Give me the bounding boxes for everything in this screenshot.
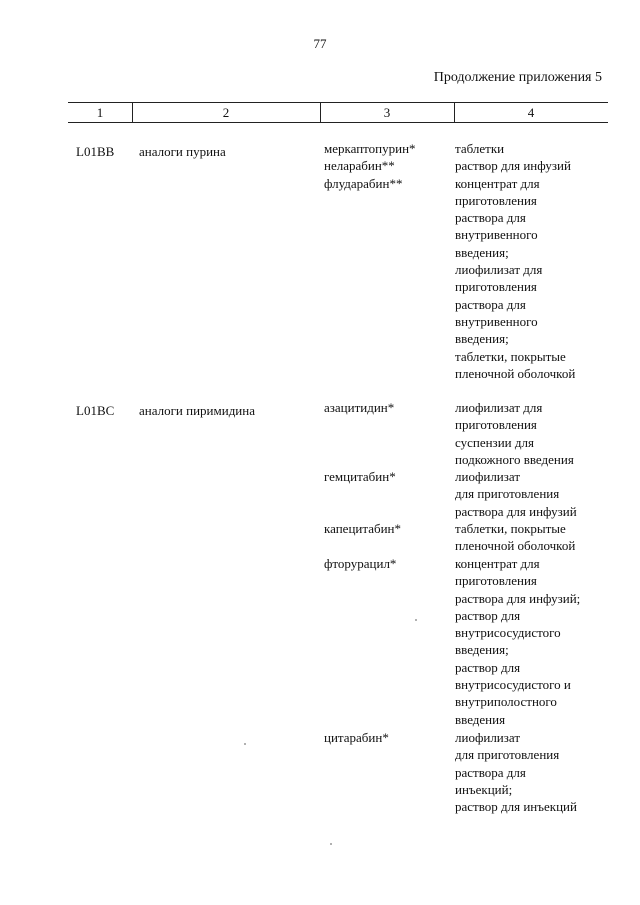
scan-speck [415,619,417,621]
dosage-form: инъекций; [455,781,513,797]
dosage-form: лиофилизат [455,730,521,745]
header-col-2: 2 [222,105,230,120]
dosage-forms [455,140,575,382]
dosage-form: раствора для инфузий; [455,590,581,606]
dosage-form: внутрисосудистого и [455,677,571,693]
dosage-forms [455,729,577,815]
dosage-form: раствор для [455,659,521,675]
dosage-form: приготовления [455,279,537,295]
dosage-form: суспензии для [455,434,534,450]
dosage-form: для приготовления [455,747,560,763]
header-col-3: 3 [383,105,391,120]
dosage-form: приготовления [455,192,537,208]
dosage-form: внутривенного [455,313,538,329]
dosage-form: введения; [455,244,509,260]
dosage-form: введения [455,711,506,727]
dosage-form: раствора для [455,210,526,226]
atc-code: L01BC [76,403,115,418]
dosage-forms [455,555,580,728]
drug-name: капецитабин* [324,521,401,536]
atc-code: L01BB [76,144,115,159]
dosage-form: внутрисосудистого [455,625,561,641]
dosage-form: раствор для инфузий [455,158,571,174]
dosage-form: лиофилизат для [455,262,543,278]
dosage-form: концентрат для [455,175,540,191]
drug-names [324,520,401,537]
drug-names [324,729,389,746]
dosage-form: введения; [455,331,509,347]
drug-name: азацитидин* [324,400,395,415]
dosage-form: приготовления [455,573,537,589]
header-col-4: 4 [527,105,535,120]
dosage-form: лиофилизат для [455,400,543,415]
drug-name: гемцитабин* [324,469,396,484]
dosage-form: раствора для [455,764,526,780]
dosage-form: приготовления [455,417,537,433]
drug-name: цитарабин* [324,730,389,745]
header-col-1: 1 [96,105,104,120]
dosage-form: раствора для инфузий [455,503,577,519]
dosage-form: внутриполостного [455,694,557,710]
dosage-forms [455,520,575,555]
drug-name: меркаптопурин* [324,141,416,156]
dosage-form: раствора для [455,296,526,312]
dosage-form: введения; [455,642,509,658]
dosage-forms [455,399,574,468]
dosage-form: подкожного введения [455,451,574,467]
dosage-form: концентрат для [455,556,540,571]
dosage-form: таблетки, покрытые [455,348,566,364]
dosage-forms [455,468,577,520]
drug-name: флударабин** [324,175,403,191]
drug-name: неларабин** [324,158,395,174]
drug-names [324,468,396,485]
dosage-form: внутривенного [455,227,538,243]
dosage-form: лиофилизат [455,469,521,484]
drug-names [324,140,416,192]
dosage-form: пленочной оболочкой [455,365,576,381]
group-name: аналоги пиримидина [139,403,255,418]
drug-names [324,555,396,572]
continuation-title: Продолжение приложения 5 [433,70,602,85]
scan-speck [244,743,246,745]
scan-speck [330,843,332,845]
drug-names [324,399,394,416]
dosage-form: пленочной оболочкой [455,538,576,554]
dosage-form: таблетки [455,141,505,156]
page-number: 77 [313,36,327,51]
dosage-form: для приготовления [455,486,560,502]
table-header [68,102,608,123]
dosage-form: таблетки, покрытые [455,521,566,536]
dosage-form: раствор для [455,607,521,623]
drug-name: фторурацил* [324,556,397,571]
dosage-form: раствор для инъекций [455,799,577,815]
group-name: аналоги пурина [139,144,226,159]
